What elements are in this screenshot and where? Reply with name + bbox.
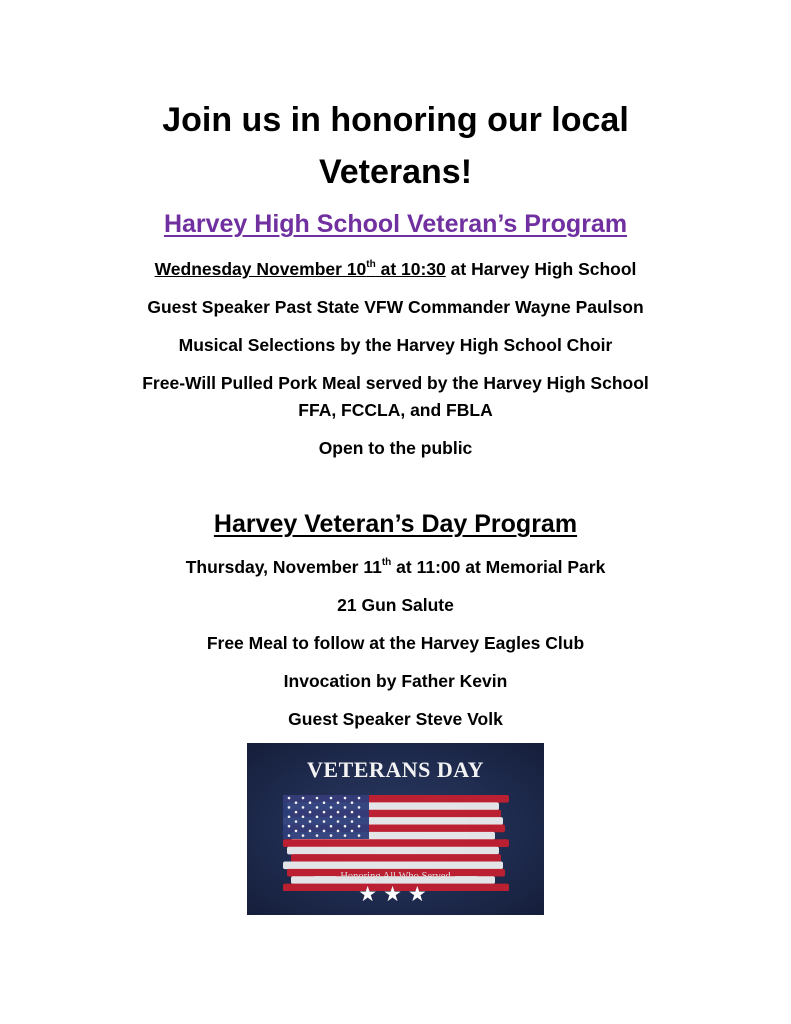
flag-star — [330, 825, 333, 828]
divider-right — [455, 876, 477, 877]
school-program-meal-line-1: Free-Will Pulled Pork Meal served by the Harvey High School — [142, 373, 649, 393]
flag-star — [337, 801, 340, 804]
flag-star — [309, 811, 312, 814]
divider-left — [314, 876, 336, 877]
flag-star — [316, 834, 319, 837]
flag-star — [316, 806, 319, 809]
flag-star — [337, 820, 340, 823]
school-program-title: Harvey High School Veteran’s Program — [163, 210, 628, 238]
flag-star — [344, 834, 347, 837]
flag-star — [330, 806, 333, 809]
flag-star — [344, 816, 347, 819]
flag-star — [316, 816, 319, 819]
flag-star — [295, 801, 298, 804]
school-program-music: Musical Selections by the Harvey High School Choir — [178, 335, 613, 355]
banner-title: VETERANS DAY — [307, 757, 484, 782]
flag-star — [323, 820, 326, 823]
flag-star — [309, 820, 312, 823]
flag-star — [337, 811, 340, 814]
flag-star — [302, 797, 305, 800]
time-text: at 10:30 — [375, 259, 446, 279]
flag-star — [302, 825, 305, 828]
veterans-day-invocation: Invocation by Father Kevin — [283, 671, 508, 691]
flag-star — [330, 816, 333, 819]
flag-star — [288, 806, 291, 809]
school-program-meal-line-2: FFA, FCCLA, and FBLA — [298, 400, 493, 420]
flag-star — [330, 834, 333, 837]
flag-star — [288, 816, 291, 819]
flag-star — [330, 797, 333, 800]
flag-star — [344, 825, 347, 828]
flag-star — [295, 820, 298, 823]
flag-star — [358, 825, 361, 828]
flag-star — [351, 820, 354, 823]
flag-star — [309, 801, 312, 804]
flag-star — [316, 797, 319, 800]
veterans-day-speaker: Guest Speaker Steve Volk — [288, 709, 503, 729]
flag-star — [358, 797, 361, 800]
date-text: Thursday, November 11 — [185, 557, 382, 577]
page-title — [0, 94, 791, 198]
date-suffix: th — [381, 557, 392, 569]
location-text: at Harvey High School — [445, 259, 637, 279]
flag-star — [351, 811, 354, 814]
flag-star — [295, 811, 298, 814]
veterans-day-banner-image — [247, 743, 544, 915]
flag-star — [288, 834, 291, 837]
flag-white-stripe — [287, 847, 499, 855]
veterans-day-date — [0, 555, 791, 579]
veterans-day-salute: 21 Gun Salute — [337, 595, 454, 615]
banner-subtitle-text: Honoring All Who Served — [340, 871, 451, 882]
flag-star — [344, 797, 347, 800]
title-line-2: Veterans! — [318, 153, 473, 191]
banner-subtitle — [247, 871, 544, 882]
school-program-open: Open to the public — [318, 438, 473, 458]
flag-star — [309, 830, 312, 833]
flag-star — [323, 801, 326, 804]
title-line-1: Join us in honoring our local — [162, 101, 629, 139]
date-text: Wednesday November 10 — [154, 259, 367, 279]
veterans-day-meal: Free Meal to follow at the Harvey Eagles Club — [206, 633, 585, 653]
flag-star — [323, 811, 326, 814]
flag-star — [302, 816, 305, 819]
flag-star — [358, 834, 361, 837]
flag-star — [358, 816, 361, 819]
veterans-day-program-title: Harvey Veteran’s Day Program — [213, 510, 578, 538]
flag-red-stripe — [291, 854, 501, 862]
three-stars-icon: ★★★ — [358, 883, 433, 906]
flag-star — [351, 830, 354, 833]
time-location-text: at 11:00 at Memorial Park — [391, 557, 606, 577]
flag-star — [323, 830, 326, 833]
flag-star — [288, 797, 291, 800]
school-program-date — [0, 257, 791, 281]
flag-star — [358, 806, 361, 809]
flag-star — [351, 801, 354, 804]
flag-star — [344, 806, 347, 809]
flag-star — [302, 834, 305, 837]
flag-white-stripe — [283, 861, 503, 869]
flag-star — [302, 806, 305, 809]
flag-star — [288, 825, 291, 828]
flag-star — [295, 830, 298, 833]
flag-star — [316, 825, 319, 828]
date-suffix: th — [366, 259, 376, 271]
flag-red-stripe — [283, 839, 509, 847]
school-program-speaker: Guest Speaker Past State VFW Commander Wayne Paulson — [147, 297, 644, 317]
flag-star — [337, 830, 340, 833]
school-program-date-underlined — [155, 259, 446, 279]
